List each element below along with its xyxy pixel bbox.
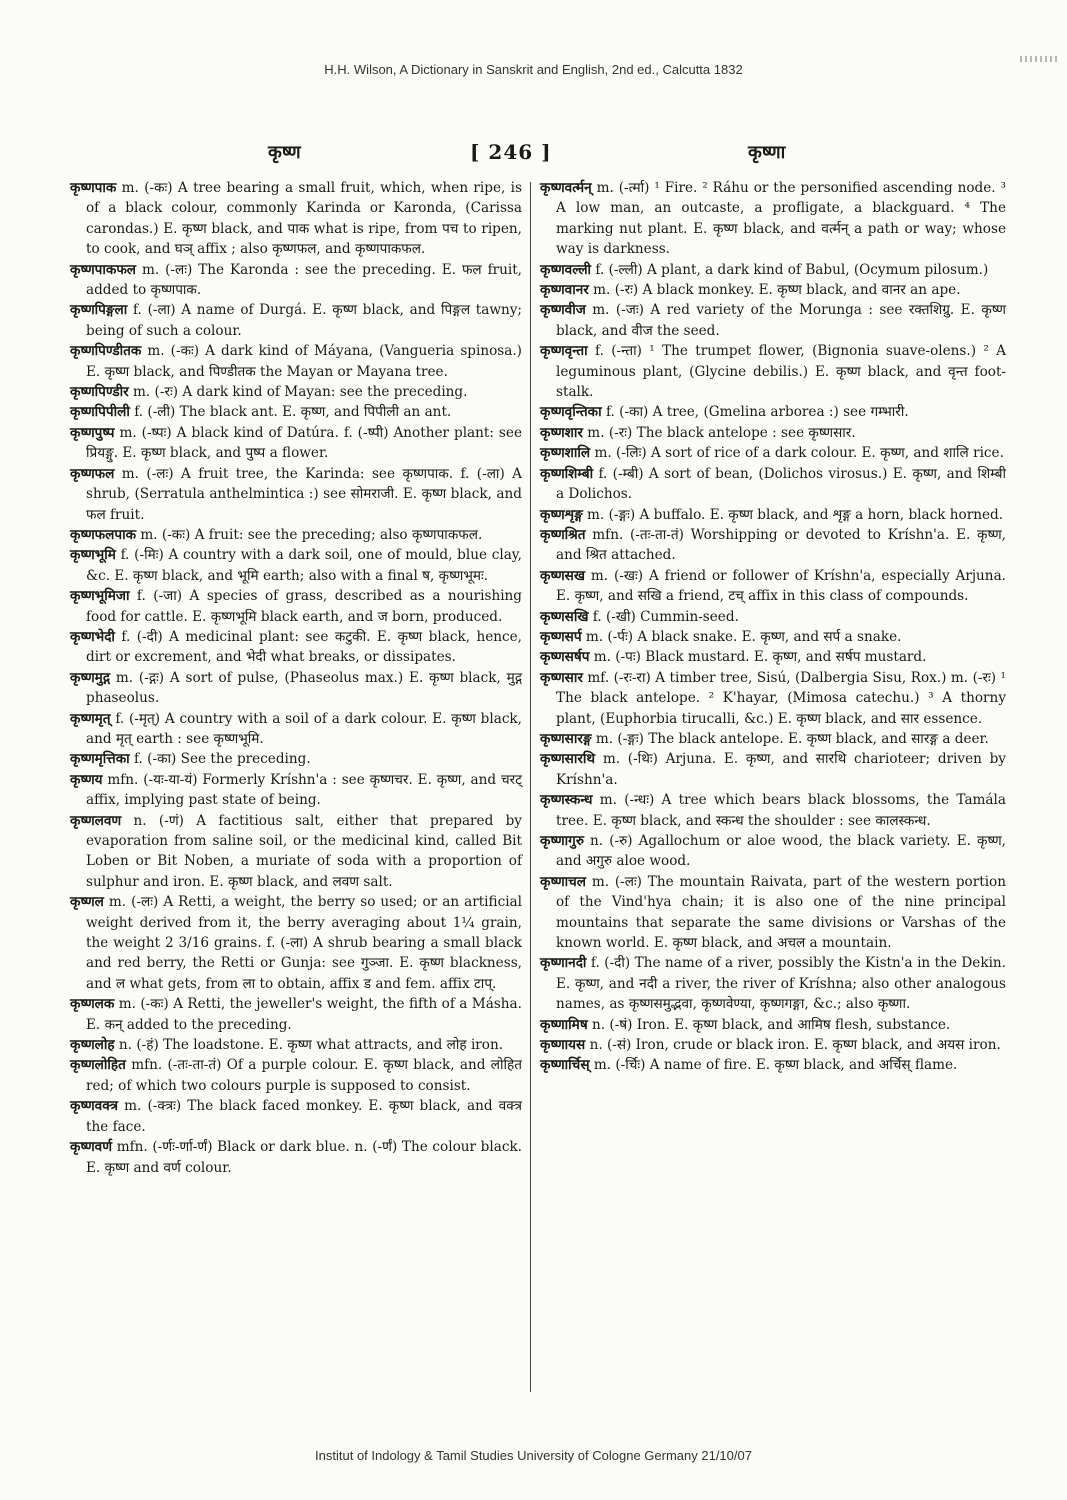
dictionary-entry [540,790,1006,831]
left-guide-word: कृष्ण [268,142,301,163]
entry-definition: m. (-लः) The Karonda : see the preceding. E. फल fruit, added to कृष्णपाक. [86,261,522,299]
dictionary-entry [70,811,522,893]
dictionary-entry [540,1015,1006,1035]
entry-definition: m. (-रः) A black monkey. E. कृष्ण black, and वानर an ape. [588,282,961,299]
dictionary-entry [70,749,522,769]
source-caption: H.H. Wilson, A Dictionary in Sanskrit and English, 2nd ed., Calcutta 1832 [324,62,743,77]
dictionary-entry [70,382,522,402]
entry-headword: कृष्णागुरु [540,833,584,849]
entry-headword: कृष्णश्रित [540,526,586,543]
dictionary-entry [540,953,1006,1014]
entry-headword: कृष्णामिष [540,1016,588,1033]
entry-headword: कृष्णशालि [540,445,591,462]
entry-definition: mfn. (-यः-या-यं) Formerly Kríshn'a : see कृष्णचर. E. कृष्ण, and चरट् affix, implying past state of being. [86,771,522,809]
dictionary-entry [70,402,522,422]
entry-definition: m. (-कः) A dark kind of Máyana, (Vangueria spinosa.) E. कृष्ण black, and पिण्डीतक the Mayan or Mayana tree. [86,343,522,380]
entry-definition: m. (-पः) Black mustard. E. कृष्ण, and सर्षप mustard. [589,649,927,666]
dictionary-entry [70,586,522,627]
entry-headword: कृष्णभूमि [70,547,116,564]
entry-definition: f. (-न्ता) ¹ The trumpet flower, (Bignonia suave-olens.) ² A leguminous plant, (Glycine debilis.) E. कृष्ण black, and वृन्त foot-stalk. [556,343,1006,401]
entry-definition: m. (-रः) A dark kind of Mayan: see the preceding. [128,384,468,401]
entry-headword: कृष्णवर्त्मन् [540,180,592,196]
entry-headword: कृष्णभूमिजा [70,588,130,605]
right-column [540,178,1006,1076]
dictionary-entry [540,1055,1006,1075]
dictionary-entry [70,627,522,668]
entry-headword: कृष्णवर्ण [70,1139,113,1156]
entry-headword: कृष्णपिङ्गला [70,302,128,319]
dictionary-entry [70,545,522,586]
dictionary-entry [540,505,1006,525]
entry-headword: कृष्णस्कन्ध [540,792,593,809]
dictionary-entry [540,647,1006,667]
entry-definition: f. (-ल्ली) A plant, a dark kind of Babul, (Ocymum pilosum.) [591,261,989,278]
entry-headword: कृष्णानदी [540,955,587,972]
entry-definition: f. (-ला) A name of Durgá. E. कृष्ण black, and पिङ्गल tawny; being of such a colour. [86,302,522,339]
dictionary-entry [70,1137,522,1178]
dictionary-entry [540,280,1006,300]
entry-definition: m. (-न्धः) A tree which bears black blossoms, the Tamála tree. E. कृष्ण black, and स्कन्ध the shoulder : see कालस्कन्ध. [556,792,1006,829]
entry-definition: mf. (-रः-रा) A timber tree, Sisú, (Dalbergia Sisu, Rox.) m. (-रः) ¹ The black antelope. ² K'hayar, (Mimosa catechu.) ³ A thorny plant, (Euphorbia tirucalli, &c.) E. कृष्ण black, and सार essence. [556,669,1006,727]
entry-definition: f. (-दी) The name of a river, possibly the Kistn'a in the Dekin. E. कृष्ण, and नदी a river, the river of Kríshna; also other analogous names, as कृष्णसमुद्भवा, कृष्णवेण्या, कृष्णगङ्गा, &c.; also कृष्णा. [556,955,1006,1013]
entry-definition: m. (-ङ्गः) The black antelope. E. कृष्ण black, and सारङ्ग a deer. [591,730,989,747]
entry-headword: कृष्णपिण्डीर [70,384,129,401]
dictionary-entry [540,729,1006,749]
dictionary-entry [70,770,522,811]
entry-definition: m. (-क्त्रः) The black faced monkey. E. कृष्ण black, and वक्त्र the face. [86,1098,522,1135]
entry-definition: mfn. (-र्णः-र्णा-र्णं) Black or dark blue. n. (-र्णं) The colour black. E. कृष्ण and वर्ण colour. [86,1139,522,1176]
entry-headword: कृष्णायस [540,1037,586,1054]
entry-definition: m. (-खः) A friend or follower of Kríshn'a, especially Arjuna. E. कृष्ण, and सखि a friend, टच् affix in this class of compounds. [556,567,1006,605]
dictionary-entry [540,872,1006,954]
dictionary-entry [540,668,1006,729]
entry-headword: कृष्णाचल [540,873,587,890]
entry-headword: कृष्णलक [70,996,115,1013]
entry-definition: f. (-मिः) A country with a dark soil, one of mould, blue clay, &c. E. कृष्ण black, and भूमि earth; also with a final ष, कृष्णभूमः. [86,547,522,584]
entry-headword: कृष्णभेदी [70,628,115,645]
entry-definition: f. (-का) A tree, (Gmelina arborea :) see गम्भारी. [601,404,909,421]
dictionary-entry [70,709,522,750]
entry-headword: कृष्णवृन्ता [540,343,588,360]
entry-headword: कृष्णवक्त्र [70,1098,118,1115]
column-divider [530,182,531,1392]
dictionary-entry [540,607,1006,627]
dictionary-entry [540,178,1006,260]
entry-headword: कृष्णफल [70,465,115,482]
dictionary-entry [540,443,1006,463]
entry-definition: m. (-रः) The black antelope : see कृष्णसार. [582,424,856,441]
entry-definition: f. (-का) See the preceding. [129,751,311,768]
entry-definition: f. (-मृत्) A country with a soil of a dark colour. E. कृष्ण black, and मृत् earth : see कृष्णभूमि. [86,710,522,747]
dictionary-entry [70,525,522,545]
entry-definition: n. (-णं) A factitious salt, either that prepared by evaporation from saline soil, or the medicinal kind, called Bit Loben or Bit Noben, a muriate of soda with a proportion of sulphur and iron. E. कृष्ण black, and लवण salt. [86,812,522,890]
dictionary-entry [70,300,522,341]
dictionary-entry [70,668,522,709]
dictionary-entry [70,260,522,301]
entry-headword: कृष्णशार [540,424,583,441]
entry-headword: कृष्णमुद्ग [70,669,111,686]
left-column [70,178,522,1178]
entry-headword: कृष्णफलपाक [70,526,137,543]
entry-headword: कृष्णल [70,894,104,911]
dictionary-entry [70,1055,522,1096]
entry-definition: f. (-म्बी) A sort of bean, (Dolichos virosus.) E. कृष्ण, and शिम्बी a Dolichos. [556,465,1006,503]
entry-headword: कृष्णवृन्तिका [540,404,602,421]
entry-definition: f. (-दी) A medicinal plant: see कटुकी. E. कृष्ण black, hence, dirt or excrement, and भेदी what breaks, or dissipates. [86,628,522,666]
dictionary-entry [70,994,522,1035]
entry-definition: m. (-द्गः) A sort of pulse, (Phaseolus max.) E. कृष्ण black, मुद्ग phaseolus. [86,669,522,707]
dictionary-entry [70,178,522,260]
entry-headword: कृष्णसार [540,669,583,686]
dictionary-entry [540,627,1006,647]
entry-definition: m. (-लः) The mountain Raivata, part of the western portion of the Vind'hya chain; it is also one of the nine principal mountains that separate the same divisions or Varshas of the known world. E. कृष्ण black, and अचल a mountain. [556,873,1006,952]
entry-definition: m. (-जः) A red variety of the Morunga : see रक्तशिग्रु. E. कृष्ण black, and वीज the seed. [556,302,1006,339]
dictionary-entry [540,402,1006,422]
right-guide-word: कृष्णा [748,142,786,163]
entry-definition: n. (-रु) Agallochum or aloe wood, the black variety. E. कृष्ण, and अगुरु aloe wood. [556,833,1006,870]
entry-definition: m. (-कः) A tree bearing a small fruit, which, when ripe, is of a black colour, commonly Karinda or Karonda, (Carissa carondas.) E. कृष्ण black, and पाक what is ripe, from पच to ripen, to cook, and घञ् affix ; also कृष्णफल, and कृष्णपाकफल. [86,180,522,258]
entry-headword: कृष्णसख [540,567,585,584]
entry-definition: n. (-षं) Iron. E. कृष्ण black, and आमिष flesh, substance. [587,1016,951,1033]
entry-definition: f. (-जा) A species of grass, described as a nourishing food for cattle. E. कृष्णभूमि black earth, and ज born, produced. [86,588,522,625]
dictionary-entry [70,1096,522,1137]
entry-headword: कृष्णसर्षप [540,649,590,666]
entry-definition: m. (-लः) A fruit tree, the Karinda: see कृष्णपाक. f. (-ला) A shrub, (Serratula anthelmintica :) see सोमराजी. E. कृष्ण black, and फल fruit. [86,465,522,523]
dictionary-entry [540,831,1006,872]
entry-definition: f. (-ली) The black ant. E. कृष्ण, and पिपीली an ant. [129,404,452,421]
entry-headword: कृष्णशिम्बी [540,465,594,482]
dictionary-entry [540,300,1006,341]
entry-definition: m. (-र्पः) A black snake. E. कृष्ण, and सर्प a snake. [581,628,902,645]
dictionary-entry [70,1035,522,1055]
entry-definition: m. (-थिः) Arjuna. E. कृष्ण, and सारथि charioteer; driven by Kríshn'a. [556,751,1006,788]
entry-headword: कृष्णशृङ्ग [540,506,583,523]
entry-headword: कृष्णपिण्डीतक [70,343,142,360]
entry-headword: कृष्णवीज [540,302,586,319]
dictionary-entry [540,1035,1006,1055]
dictionary-entry [540,341,1006,402]
dictionary-entry [540,423,1006,443]
entry-headword: कृष्णपिपीली [70,404,130,421]
entry-definition: n. (-हं) The loadstone. E. कृष्ण what attracts, and लोह iron. [114,1037,504,1054]
entry-headword: कृष्णसर्प [540,628,582,645]
dictionary-entry [70,341,522,382]
entry-headword: कृष्णमृत्तिका [70,751,130,768]
entry-definition: mfn. (-तः-ता-तं) Worshipping or devoted to Kríshn'a. E. कृष्ण, and श्रित attached. [556,526,1006,564]
entry-headword: कृष्णलोहित [70,1057,126,1074]
entry-headword: कृष्णलवण [70,812,122,829]
entry-headword: कृष्णपुष्प [70,424,115,441]
entry-headword: कृष्णलोह [70,1037,115,1054]
entry-definition: n. (-सं) Iron, crude or black iron. E. कृष्ण black, and अयस iron. [585,1037,1001,1054]
entry-definition: m. (-र्चिः) A name of fire. E. कृष्ण black, and अर्चिस् flame. [589,1057,958,1074]
entry-headword: कृष्णसारथि [540,751,596,768]
entry-headword: कृष्णवानर [540,282,589,299]
entry-headword: कृष्णमृत् [70,710,111,727]
dictionary-entry [540,749,1006,790]
footer-credit: Institut of Indology & Tamil Studies University of Cologne Germany 21/10/07 [315,1448,752,1463]
page-number: [ 246 ] [470,140,552,164]
entry-definition: m. (-लिः) A sort of rice of a dark colour. E. कृष्ण, and शालि rice. [590,445,1004,462]
entry-definition: m. (-कः) A fruit: see the preceding; also कृष्णपाकफल. [136,526,483,543]
entry-headword: कृष्णसारङ्ग [540,730,592,747]
entry-headword: कृष्णपाकफल [70,261,137,278]
entry-definition: m. (-र्त्मा) ¹ Fire. ² Ráhu or the personified ascending node. ³ A low man, an outcaste, a profligate, a blackguard. ⁴ The marking nut plant. E. कृष्ण black, and वर्त्मन् a path or way; whose way is darkness. [556,180,1006,258]
entry-definition: mfn. (-तः-ता-तं) Of a purple colour. E. कृष्ण black, and लोहित red; of which two colours purple is supposed to consist. [86,1057,522,1094]
dictionary-entry [70,892,522,994]
dictionary-entry [70,464,522,525]
entry-headword: कृष्णार्चिस् [540,1057,590,1074]
dictionary-entry [540,464,1006,505]
dictionary-entry [70,423,522,464]
entry-headword: कृष्णपाक [70,180,117,196]
dictionary-entry [540,525,1006,566]
entry-definition: m. (-लः) A Retti, a weight, the berry so used; or an artificial weight derived from it, the berry averaging about 1¼ grain, the weight 2 3/16 grains. f. (-ला) A shrub bearing a small black and red berry, the Retti or Gunja: see गुञ्जा. E. कृष्ण blackness, and ल what gets, from ला to obtain, affix ड and fem. affix टाप्. [86,894,522,992]
entry-definition: m. (-ष्पः) A black kind of Datúra. f. (-ष्पी) Another plant: see प्रियङ्गु. E. कृष्ण black, and पुष्प a flower. [86,424,522,462]
dictionary-entry [540,260,1006,280]
dictionary-entry [540,566,1006,607]
entry-definition: f. (-खी) Cummin-seed. [588,608,739,625]
entry-headword: कृष्णय [70,771,103,788]
entry-headword: कृष्णवल्ली [540,261,592,278]
entry-headword: कृष्णसखि [540,608,589,625]
entry-definition: m. (-ङ्गः) A buffalo. E. कृष्ण black, and शृङ्ग a horn, black horned. [582,506,1004,523]
entry-definition: m. (-कः) A Retti, the jeweller's weight, the fifth of a Másha. E. कन् added to the preceding. [86,996,522,1033]
